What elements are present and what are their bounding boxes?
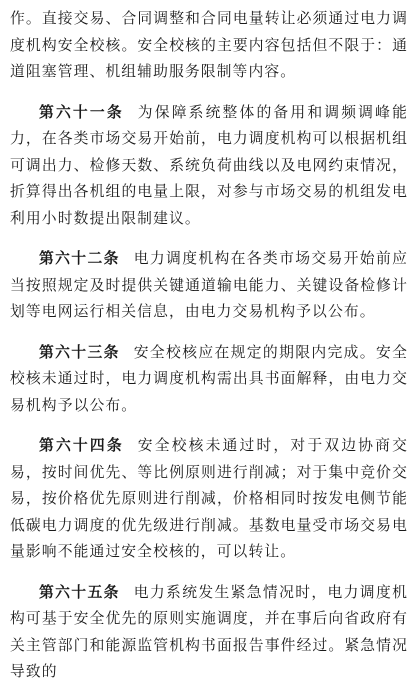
- article-61-paragraph: [10, 100, 408, 233]
- paragraph-text: 安全校核未通过时，对于双边协商交易，按时间优先、等比例原则进行削减；对于集中竞价交易，按价格优先原则进行削减，价格相同时按发电侧节能低碳电力调度的优先级进行削减。基数电量受市场交易电量影响不能通过安全校核的，可以转让。: [10, 437, 408, 560]
- article-number: 第六十四条: [39, 437, 124, 454]
- paragraph-text: 作。直接交易、合同调整和合同电量转让必须通过电力调度机构安全校核。安全校核的主要内容包括但不限于：通道阻塞管理、机组辅助服务限制等内容。: [10, 10, 408, 80]
- paragraph-text: 为保障系统整体的备用和调频调峰能力，在各类市场交易开始前，电力调度机构可以根据机组可调出力、检修天数、系统负荷曲线以及电网约束情况，折算得出各机组的电量上限，对参与市场交易的机组发电利用小时数提出限制建议。: [10, 103, 408, 227]
- paragraph-text: 电力系统发生紧急情况时，电力调度机构可基于安全优先的原则实施调度，并在事后向省政府有关主管部门和能源监管机构书面报告事件经过。紧急情况导致的: [10, 583, 408, 680]
- paragraph-continuation: [10, 6, 408, 86]
- article-63-paragraph: [10, 340, 408, 420]
- article-62-paragraph: [10, 246, 408, 326]
- article-number: 第六十二条: [39, 250, 120, 267]
- article-number: 第六十五条: [39, 583, 120, 601]
- article-number: 第六十一条: [39, 103, 124, 121]
- article-64-paragraph: [10, 433, 408, 566]
- paragraph-text: 安全校核应在规定的期限内完成。安全校核未通过时，电力调度机构需出具书面解释，由电力交易机构予以公布。: [10, 343, 408, 414]
- article-65-paragraph: [10, 580, 408, 686]
- paragraph-text: 电力调度机构在各类市场交易开始前应当按照规定及时提供关键通道输电能力、关键设备检修计划等电网运行相关信息，由电力交易机构予以公布。: [10, 250, 408, 320]
- article-number: 第六十三条: [39, 343, 120, 361]
